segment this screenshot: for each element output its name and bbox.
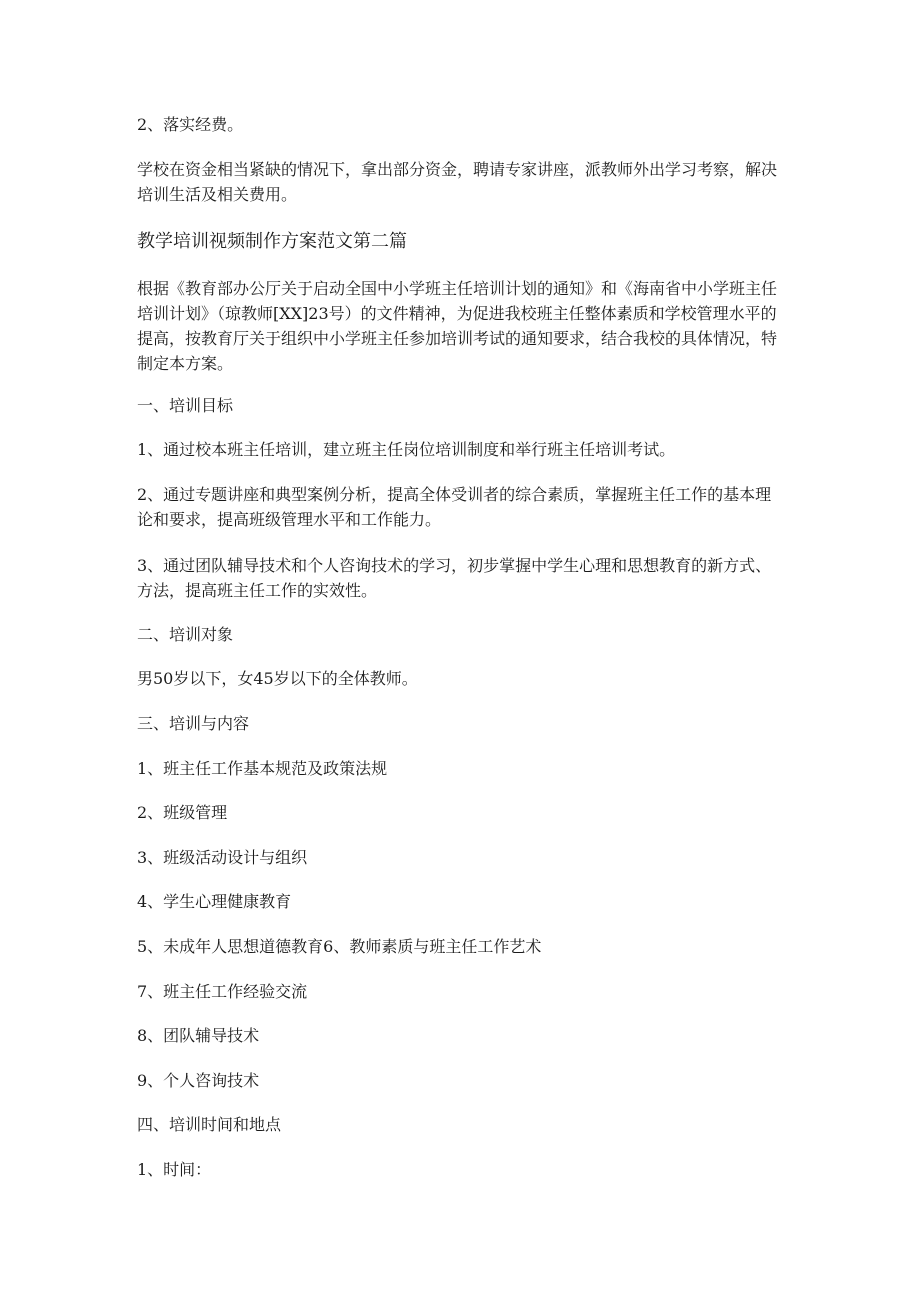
section-title: 教学培训视频制作方案范文第二篇 [137, 231, 407, 252]
heading-training-goals: 一、培训目标 [137, 396, 234, 415]
heading-time-place: 四、培训时间和地点 [137, 1115, 282, 1134]
paragraph-basis: 根据《教育部办公厅关于启动全国中小学班主任培训计划的通知》和《海南省中小学班主任培训计划》（琼教师[XX]23号）的文件精神，为促进我校班主任整体素质和学校管理水平的提高，按教育厅关于组织中小学班主任参加培训考试的通知要求，结合我校的具体情况，特制定本方案。 [137, 279, 778, 373]
list-item-content-2: 2、班级管理 [137, 803, 228, 822]
list-item-content-3: 3、班级活动设计与组织 [137, 848, 308, 867]
list-item-content-1: 1、班主任工作基本规范及政策法规 [137, 759, 388, 778]
paragraph-targets: 男50岁以下，女45岁以下的全体教师。 [137, 669, 418, 688]
list-item-goal-2: 2、通过专题讲座和典型案例分析，提高全体受训者的综合素质，掌握班主任工作的基本理论和要求，提高班级管理水平和工作能力。 [137, 485, 772, 529]
paragraph-funding-detail: 学校在资金相当紧缺的情况下，拿出部分资金，聘请专家讲座，派教师外出学习考察，解决培训生活及相关费用。 [137, 160, 778, 204]
list-item-content-4: 4、学生心理健康教育 [137, 892, 292, 911]
heading-training-targets: 二、培训对象 [137, 625, 234, 644]
list-item-time: 1、时间： [137, 1160, 212, 1179]
list-item-goal-1: 1、通过校本班主任培训，建立班主任岗位培训制度和举行班主任培训考试。 [137, 440, 676, 459]
list-item-goal-3: 3、通过团队辅导技术和个人咨询技术的学习，初步掌握中学生心理和思想教育的新方式、方法，提高班主任工作的实效性。 [137, 556, 772, 600]
list-item-content-7: 7、班主任工作经验交流 [137, 982, 308, 1001]
heading-training-content: 三、培训与内容 [137, 714, 250, 733]
list-item-content-9: 9、个人咨询技术 [137, 1071, 260, 1090]
list-item-content-5-6: 5、未成年人思想道德教育6、教师素质与班主任工作艺术 [137, 937, 542, 956]
list-item-content-8: 8、团队辅导技术 [137, 1026, 260, 1045]
list-item-funding: 2、落实经费。 [137, 115, 244, 134]
